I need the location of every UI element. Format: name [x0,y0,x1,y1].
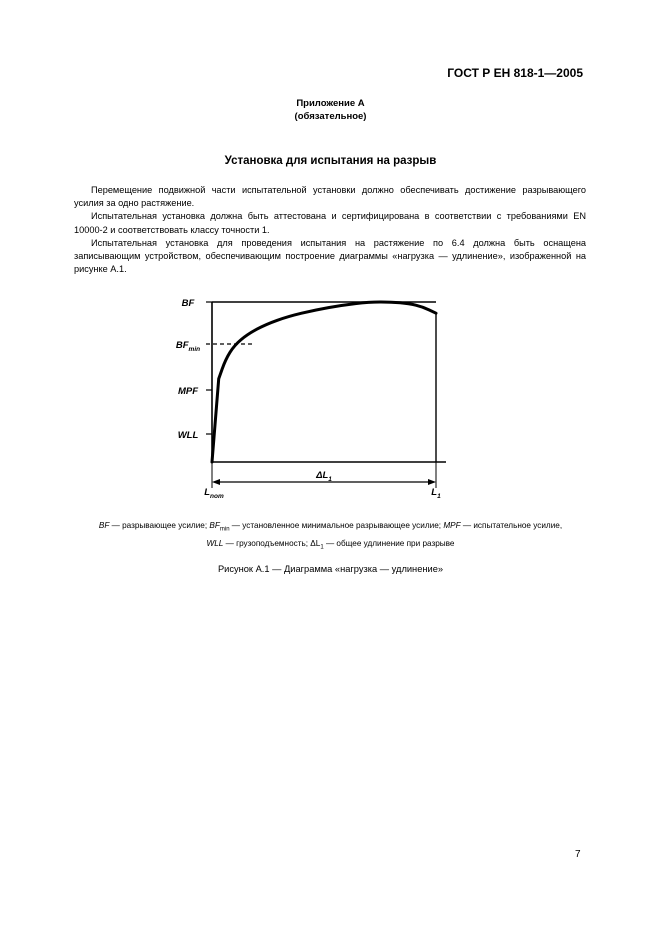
span-arrow-head-right [428,479,436,485]
y-tick-label: WLL [177,430,199,441]
legend-text: — разрывающее усилие; [109,521,210,530]
paragraph: Перемещение подвижной части испытательной установки должно обеспечивать достижение разрывающего усилия за одно растяжение. [74,185,586,209]
span-label: $\Delta L_1$ [316,470,332,483]
legend-text: MPF [443,521,461,530]
legend-text: — установленное минимальное разрывающее усилие; [229,521,444,530]
y-tick-label: MPF [177,386,199,397]
legend-text: — общее удлинение при разрыве [323,538,455,548]
page-number: 7 [575,849,581,860]
paragraph: Испытательная установка для проведения испытания на растяжение по 6.4 должна быть оснащена записывающим устройством, обеспечивающим построение диаграммы «нагрузка — удлинение», изображенной на рисунке А.1. [74,237,586,275]
paragraph: Испытательная установка должна быть аттестована и сертифицирована в соответствии с требованиями EN 10000-2 и соответствовать классу точности 1. [74,211,586,235]
document-designation: ГОСТ Р ЕН 818-1—2005 [447,66,583,80]
legend-line [60,537,601,555]
legend-text: — грузоподъемность; [223,538,311,548]
y-tick-label: BF [181,298,195,309]
legend-line [60,519,601,537]
figure-legend [60,519,601,554]
load-elongation-curve [212,302,436,462]
legend-text: — испытательное усилие, [460,521,563,530]
legend-text: ΔL [310,538,321,548]
x-tick-label: $L_{nom}$ [204,487,224,500]
legend-text: BF [209,521,220,530]
legend-text: 1 [320,544,324,551]
span-arrow-head-left [212,479,220,485]
legend-text: WLL [206,538,224,548]
legend-text: min [219,526,230,533]
y-tick-label: $BF_{min}$ [175,340,201,353]
legend-text: BF [98,521,110,530]
annex-title: Приложение А [296,98,365,109]
figure-caption: Рисунок А.1 — Диаграмма «нагрузка — удлинение» [217,564,444,574]
section-title: Установка для испытания на разрыв [224,155,437,167]
annex-status: (обязательное) [294,111,367,122]
x-tick-label: $L_1$ [431,487,441,500]
